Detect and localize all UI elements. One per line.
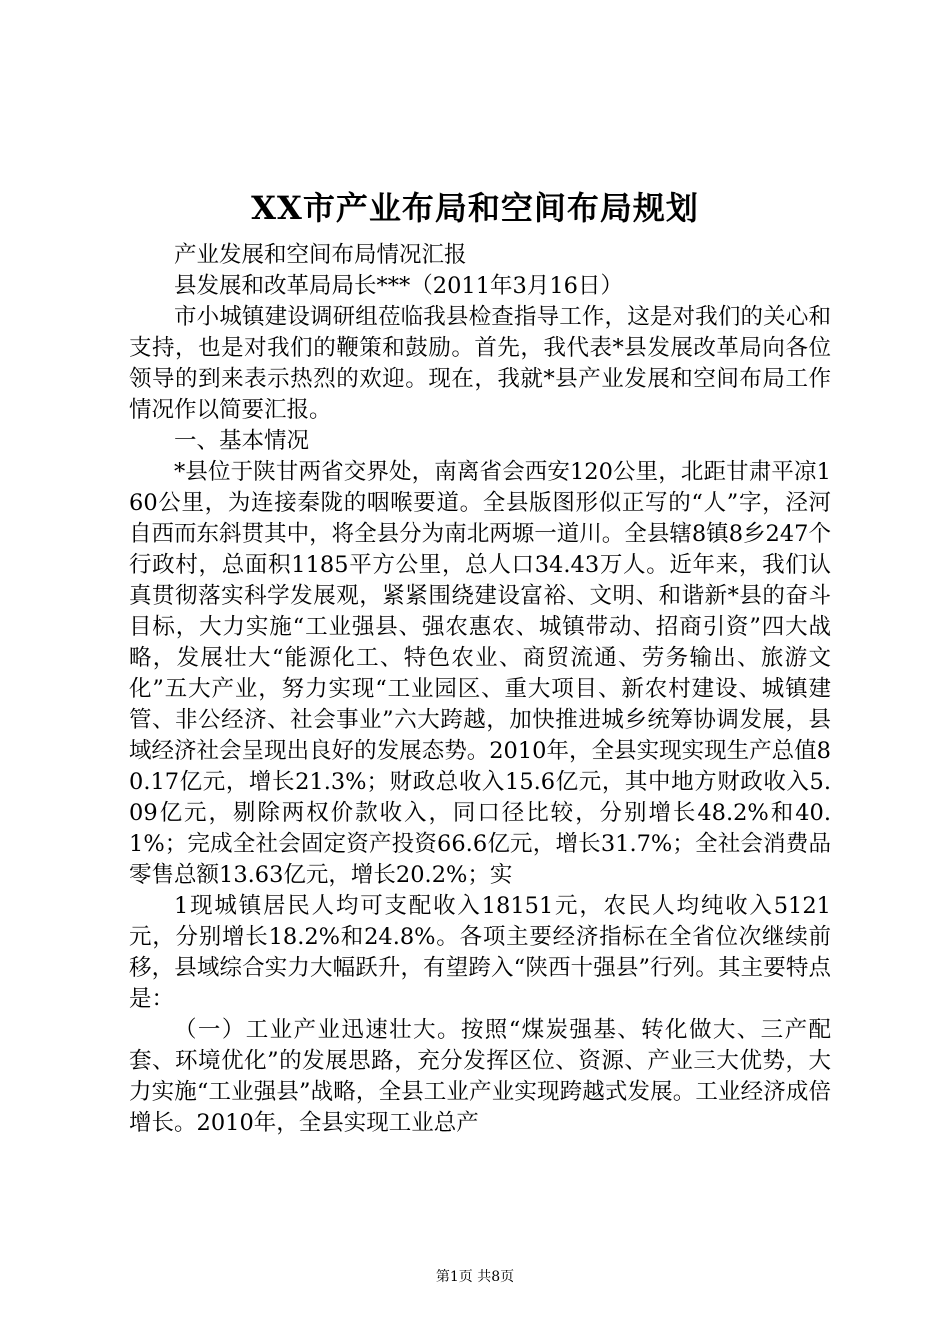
report-subtitle: 产业发展和空间布局情况汇报 [174, 242, 467, 268]
body-paragraph: 1现城镇居民人均可支配收入18151元，农民人均纯收入5121元，分别增长18.2%和24.8%。各项主要经济指标在全省位次继续前移，县域综合实力大幅跃升，有望跨入“陕西十强县”行列。其主要特点是： [129, 893, 831, 1012]
document-body [129, 240, 831, 1139]
document-title: XX市产业布局和空间布局规划 [251, 189, 699, 227]
report-author-line: 县发展和改革局局长***（2011年3月16日） [174, 273, 623, 299]
section-heading: 一、基本情况 [174, 428, 310, 454]
body-paragraph: （一）工业产业迅速壮大。按照“煤炭强基、转化做大、三产配套、环境优化”的发展思路，充分发挥区位、资源、产业三大优势，大力实施“工业强县”战略，全县工业产业实现跨越式发展。工业经济成倍增长。2010年，全县实现工业总产 [129, 1017, 831, 1136]
body-paragraph: *县位于陕甘两省交界处，南离省会西安120公里，北距甘肃平凉160公里，为连接秦陇的咽喉要道。全县版图形似正写的“人”字，泾河自西而东斜贯其中，将全县分为南北两塬一道川。全县辖8镇8乡247个行政村，总面积1185平方公里，总人口34.43万人。近年来，我们认真贯彻落实科学发展观，紧紧围绕建设富裕、文明、和谐新*县的奋斗目标，大力实施“工业强县、强农惠农、城镇带动、招商引资”四大战略，发展壮大“能源化工、特色农业、商贸流通、劳务输出、旅游文化”五大产业，努力实现“工业园区、重大项目、新农村建设、城镇建管、非公经济、社会事业”六大跨越，加快推进城乡统筹协调发展，县域经济社会呈现出良好的发展态势。2010年，全县实现实现生产总值80.17亿元，增长21.3%；财政总收入15.6亿元，其中地方财政收入5.09亿元，剔除两权价款收入，同口径比较，分别增长48.2%和40.1%；完成全社会固定资产投资66.6亿元，增长31.7%；全社会消费品零售总额13.63亿元，增长20.2%；实 [129, 459, 831, 888]
body-paragraph: 市小城镇建设调研组莅临我县检查指导工作，这是对我们的关心和支持，也是对我们的鞭策和鼓励。首先，我代表*县发展改革局向各位领导的到来表示热烈的欢迎。现在，我就*县产业发展和空间布局工作情况作以简要汇报。 [129, 304, 831, 423]
page-number-footer: 第1页 共8页 [435, 1269, 515, 1285]
